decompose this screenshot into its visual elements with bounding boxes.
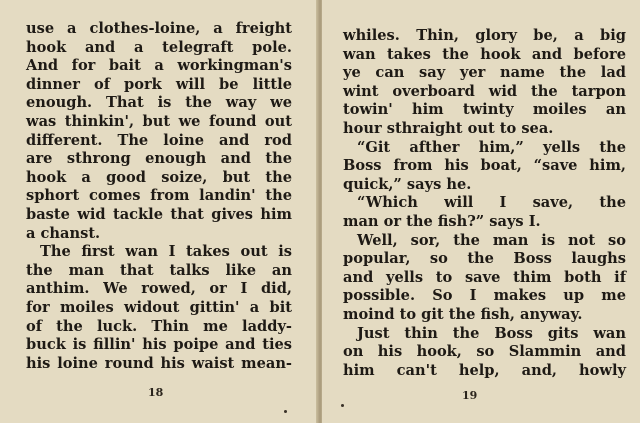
text-line: possible. So I makes up me	[343, 287, 626, 305]
text-line: Boss from his boat, “save him,	[343, 157, 626, 175]
text-line: moind to git the fish, anyway.	[343, 305, 583, 323]
right-page	[322, 0, 640, 423]
text-line: wan takes the hook and before	[343, 45, 626, 63]
text-line: ye can say yer name the lad	[343, 64, 626, 82]
text-line: wint overboard wid the tarpon	[343, 82, 626, 100]
text-line: use a clothes-loine, a freight	[26, 20, 292, 37]
text-line: the man that talks like an	[26, 261, 292, 279]
text-line: and yells to save thim both if	[343, 268, 626, 286]
text-line: hook and a telegraft pole.	[26, 38, 292, 56]
text-line: “Which will I save, the	[357, 194, 626, 212]
text-line: his loine round his waist mean-	[26, 354, 292, 372]
text-line: enough. That is the way we	[26, 94, 292, 112]
text-line: quick,” says he.	[343, 175, 472, 193]
text-line: dinner of pork will be little	[26, 75, 292, 93]
text-line: man or the fish?” says I.	[343, 212, 541, 230]
text-line: hour sthraight out to sea.	[343, 119, 554, 137]
text-line: are sthrong enough and the	[26, 150, 292, 168]
text-line: hook a good soize, but the	[26, 168, 292, 186]
left-page	[0, 0, 318, 423]
text-line: buck is fillin' his poipe and ties	[26, 336, 292, 354]
print-speck	[341, 404, 344, 407]
text-line: sphort comes from landin' the	[26, 187, 292, 205]
text-line: And for bait a workingman's	[26, 57, 292, 75]
text-line: for moiles widout gittin' a bit	[26, 298, 292, 316]
text-line: baste wid tackle that gives him	[26, 205, 292, 223]
text-line: popular, so the Boss laughs	[343, 250, 626, 268]
page-number: 19	[462, 389, 478, 402]
text-line: towin' him twinty moiles an	[343, 101, 626, 119]
text-line: was thinkin', but we found out	[26, 112, 292, 130]
text-line: whiles. Thin, glory be, a big	[343, 27, 626, 44]
right-page-text	[343, 27, 626, 380]
text-line: “Git afther him,” yells the	[357, 138, 626, 156]
page-number: 18	[148, 386, 164, 399]
text-line: Well, sor, the man is not so	[357, 231, 626, 249]
print-speck	[284, 410, 287, 413]
text-line: of the luck. Thin me laddy-	[26, 317, 292, 335]
text-line: Just thin the Boss gits wan	[357, 324, 626, 342]
left-page-text	[26, 20, 292, 373]
text-line: different. The loine and rod	[26, 131, 292, 149]
text-line: The first wan I takes out is	[40, 243, 292, 261]
text-line: on his hook, so Slammin and	[343, 343, 626, 361]
text-line: him can't help, and, howly	[343, 361, 626, 379]
text-line: a chanst.	[26, 224, 101, 242]
text-line: anthim. We rowed, or I did,	[26, 280, 292, 298]
